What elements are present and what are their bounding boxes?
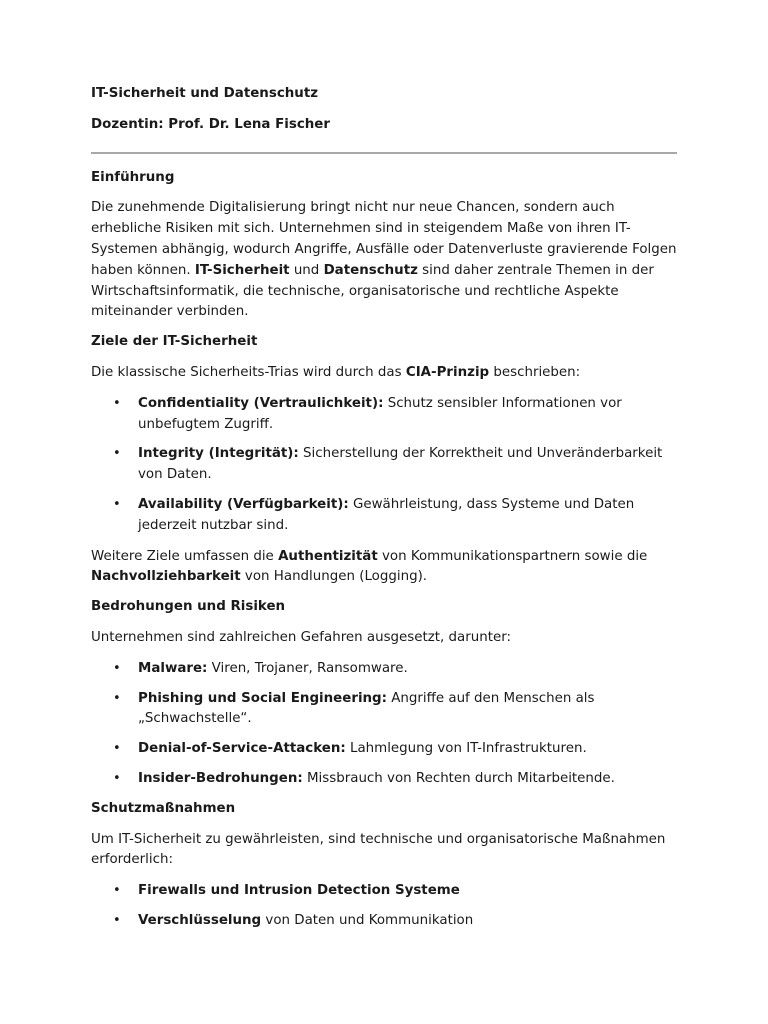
goals-list xyxy=(91,394,677,537)
list-item-term: Denial-of-Service-Attacken: xyxy=(138,741,346,757)
bullet-icon: • xyxy=(113,883,121,899)
list-item-text: von Daten und Kommunikation xyxy=(261,912,474,928)
bullet-icon: • xyxy=(113,741,121,757)
list-item-term: Confidentiality (Vertraulichkeit): xyxy=(138,395,384,411)
intro-bold-2: Datenschutz xyxy=(323,262,418,278)
list-item-term: Integrity (Integrität): xyxy=(138,446,299,462)
measures-list xyxy=(91,881,677,932)
intro-bold-1: IT-Sicherheit xyxy=(194,262,290,278)
intro-text-2: und xyxy=(289,262,324,278)
intro-text-1: Die zunehmende Digitalisierung bringt nicht nur neue Chancen, sondern auch erhebliche Risiken mit sich. Unternehmen sind in steigendem Maße von ihren IT-Systemen abhängig, wodurch Angriffe, Ausfälle oder Datenverluste gravierende Folgen haben können. xyxy=(91,200,677,278)
list-item-text: Schutz sensibler Informationen vor unbefugtem Zugriff. xyxy=(138,395,622,432)
list-item-text: Angriffe auf den Menschen als „Schwachstelle“. xyxy=(138,690,595,727)
goals-more-bold-1: Authentizität xyxy=(278,548,378,564)
document-title: IT-Sicherheit und Datenschutz xyxy=(91,86,319,101)
bullet-icon: • xyxy=(113,496,121,512)
goals-more-bold-2: Nachvollziehbarkeit xyxy=(91,569,241,585)
lecturer-line: Dozentin: Prof. Dr. Lena Fischer xyxy=(91,116,330,132)
list-item-term: Verschlüsselung xyxy=(138,912,262,928)
goals-lead-bold: CIA-Prinzip xyxy=(405,364,490,380)
bullet-icon: • xyxy=(113,770,121,786)
list-item-term: Phishing und Social Engineering: xyxy=(138,690,388,706)
goals-lead-text-2: beschrieben: xyxy=(489,364,581,380)
bullet-icon: • xyxy=(113,690,121,706)
list-item xyxy=(91,739,677,760)
threats-list xyxy=(91,659,677,790)
goals-more-text-2: von Kommunikationspartnern sowie die xyxy=(377,548,648,564)
bullet-icon: • xyxy=(113,660,121,676)
list-item xyxy=(91,689,677,731)
goals-more-text-3: von Handlungen (Logging). xyxy=(240,569,428,585)
bullet-icon: • xyxy=(113,446,121,462)
intro-paragraph xyxy=(91,198,677,323)
threats-lead: Unternehmen sind zahlreichen Gefahren ausgesetzt, darunter: xyxy=(91,629,511,645)
list-item-term: Availability (Verfügbarkeit): xyxy=(138,496,349,512)
list-item-term: Malware: xyxy=(138,660,208,676)
list-item xyxy=(91,444,677,486)
list-item xyxy=(91,394,677,436)
bullet-icon: • xyxy=(113,912,121,928)
list-item-term: Firewalls und Intrusion Detection Systeme xyxy=(138,883,460,899)
list-item xyxy=(91,495,677,537)
section-heading-threats: Bedrohungen und Risiken xyxy=(91,599,286,615)
list-item xyxy=(91,659,677,680)
goals-more-text-1: Weitere Ziele umfassen die xyxy=(91,548,279,564)
document-content xyxy=(91,84,677,932)
list-item-text: Lahmlegung von IT-Infrastrukturen. xyxy=(345,741,587,757)
intro-text-3: sind daher zentrale Themen in der Wirtschaftsinformatik, die technische, organisatorische und rechtliche Aspekte miteinander verbinden. xyxy=(91,262,654,320)
list-item xyxy=(91,911,677,932)
list-item-term: Insider-Bedrohungen: xyxy=(138,770,303,786)
bullet-icon: • xyxy=(113,395,121,411)
section-heading-intro: Einführung xyxy=(91,169,175,185)
section-heading-goals: Ziele der IT-Sicherheit xyxy=(91,334,258,350)
goals-lead-text-1: Die klassische Sicherheits-Trias wird durch das xyxy=(91,364,406,380)
list-item xyxy=(91,769,677,790)
measures-lead: Um IT-Sicherheit zu gewährleisten, sind technische und organisatorische Maßnahmen erforderlich: xyxy=(91,831,666,868)
list-item xyxy=(91,881,677,902)
goals-more-paragraph xyxy=(91,547,677,589)
horizontal-rule xyxy=(91,152,677,154)
list-item-text: Viren, Trojaner, Ransomware. xyxy=(207,660,408,676)
goals-lead xyxy=(91,363,677,384)
section-heading-measures: Schutzmaßnahmen xyxy=(91,800,236,816)
list-item-text: Sicherstellung der Korrektheit und Unveränderbarkeit von Daten. xyxy=(138,446,663,483)
list-item-text: Gewährleistung, dass Systeme und Daten jederzeit nutzbar sind. xyxy=(138,496,635,533)
list-item-text: Missbrauch von Rechten durch Mitarbeitende. xyxy=(302,770,615,786)
